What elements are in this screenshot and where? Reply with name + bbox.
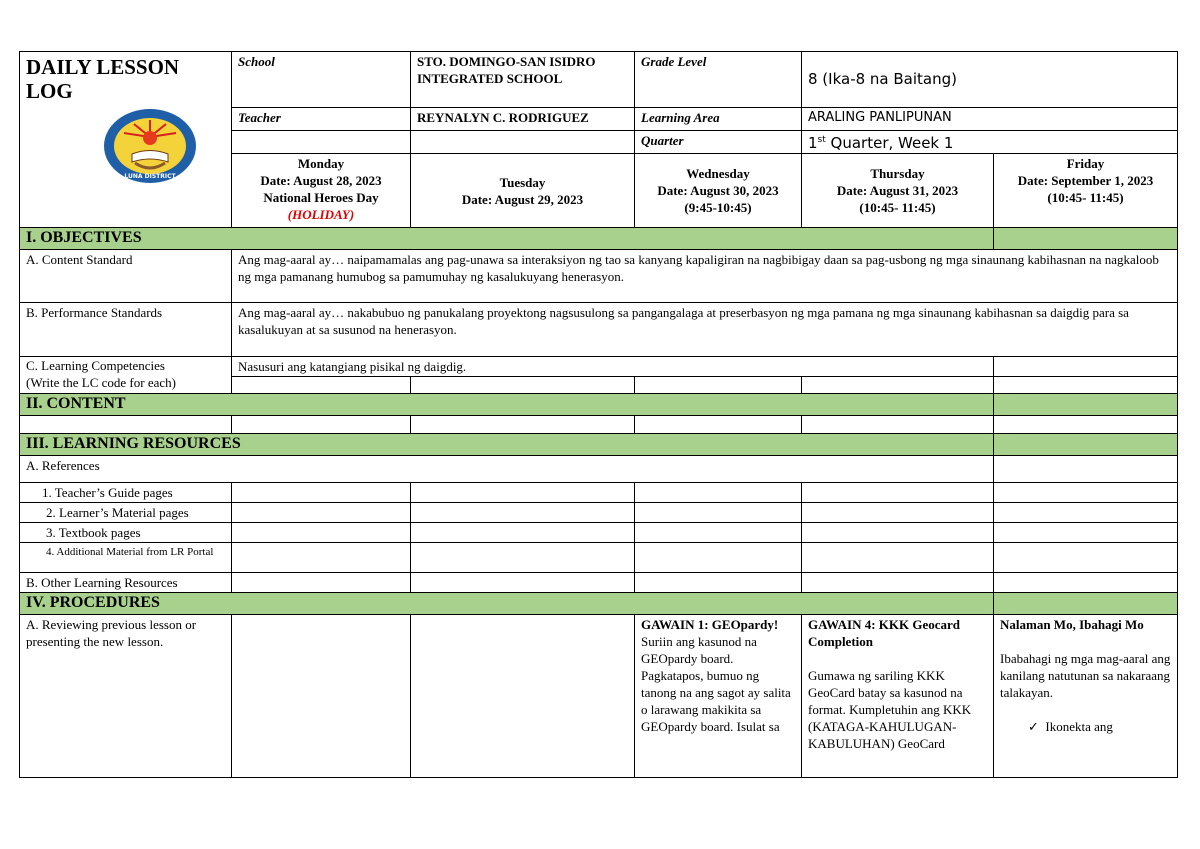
section-procedures-end <box>994 593 1178 615</box>
learning-area-label: Learning Area <box>635 108 802 131</box>
other-resources-label: B. Other Learning Resources <box>20 573 232 593</box>
section-content: II. CONTENT <box>20 394 994 416</box>
section-resources-end <box>994 434 1178 456</box>
school-label: School <box>232 52 411 108</box>
holiday-label: (HOLIDAY) <box>287 207 355 222</box>
check-icon: ✓ <box>1028 719 1039 734</box>
day-friday: Friday Date: September 1, 2023 (10:45- 11:45) <box>994 154 1178 228</box>
section-procedures: IV. PROCEDURES <box>20 593 994 615</box>
title-cell <box>20 52 232 228</box>
day-monday: Monday Date: August 28, 2023 National Heroes Day (HOLIDAY) <box>232 154 411 228</box>
thursday-activity: GAWAIN 4: KKK Geocard Completion Gumawa ng sariling KKK GeoCard batay sa kasunod na format. Kumpletuhin ang KKK (KATAGA-KAHULUGAN-KABULUHAN) GeoCard <box>802 615 994 778</box>
empty-cell <box>411 131 635 154</box>
section-learning-resources: III. LEARNING RESOURCES <box>20 434 994 456</box>
svg-text:LUNA DISTRICT: LUNA DISTRICT <box>124 173 176 180</box>
page-title: DAILY LESSON LOG <box>26 55 180 103</box>
grade-level-label: Grade Level <box>635 52 802 108</box>
performance-standards-label: B. Performance Standards <box>20 303 232 357</box>
wednesday-activity: GAWAIN 1: GEOpardy! Suriin ang kasunod na GEOpardy board. Pagkatapos, bumuo ng tanong na ang sagot ay salita o larawang makikita sa GEOpardy board. Isulat sa <box>635 615 802 778</box>
learning-area-value: ARALING PANLIPUNAN <box>802 108 1178 131</box>
content-standard-text: Ang mag-aaral ay… naipamamalas ang pag-unawa sa interaksiyon ng tao sa kanyang kapaligiran na nagbibigay daan sa pag-usbong ng mga sinaunang kabihasnan na nagkaloob ng mga pamanang humubog sa pamumuhay ng kasalukuyang henerasyon. <box>232 250 1178 303</box>
references-label: A. References <box>20 456 994 483</box>
section-objectives: I. OBJECTIVES <box>20 228 994 250</box>
learners-material-label: 2. Learner’s Material pages <box>20 503 232 523</box>
empty-cell <box>994 357 1178 377</box>
quarter-value: 1st Quarter, Week 1 <box>802 131 1178 154</box>
day-wednesday: Wednesday Date: August 30, 2023 (9:45-10:45) <box>635 154 802 228</box>
reviewing-lesson-label: A. Reviewing previous lesson or presenting the new lesson. <box>20 615 232 778</box>
school-value: STO. DOMINGO-SAN ISIDRO INTEGRATED SCHOOL <box>411 52 635 108</box>
empty-cell <box>411 615 635 778</box>
friday-activity: Nalaman Mo, Ibahagi Mo Ibabahagi ng mga mag-aaral ang kanilang natutunan sa nakaraang talakayan. ✓ Ikonekta ang <box>994 615 1178 778</box>
daily-lesson-log-table <box>19 51 1178 778</box>
grade-level-value: 8 (Ika-8 na Baitang) <box>802 52 1178 108</box>
day-thursday: Thursday Date: August 31, 2023 (10:45- 11:45) <box>802 154 994 228</box>
learning-competencies-text: Nasusuri ang katangiang pisikal ng daigdig. <box>232 357 994 377</box>
quarter-label: Quarter <box>635 131 802 154</box>
empty-cell <box>232 615 411 778</box>
teachers-guide-label: 1. Teacher’s Guide pages <box>20 483 232 503</box>
empty-cell <box>232 131 411 154</box>
day-tuesday: Tuesday Date: August 29, 2023 <box>411 154 635 228</box>
school-logo-icon <box>102 107 198 185</box>
textbook-label: 3. Textbook pages <box>20 523 232 543</box>
teacher-value: REYNALYN C. RODRIGUEZ <box>411 108 635 131</box>
section-content-end <box>994 394 1178 416</box>
additional-material-label: 4. Additional Material from LR Portal <box>20 543 232 573</box>
section-objectives-end <box>994 228 1178 250</box>
content-standard-label: A. Content Standard <box>20 250 232 303</box>
teacher-label: Teacher <box>232 108 411 131</box>
learning-competencies-label: C. Learning Competencies (Write the LC code for each) <box>20 357 232 394</box>
performance-standards-text: Ang mag-aaral ay… nakabubuo ng panukalang proyektong nagsusulong sa pangangalaga at preserbasyon ng mga pamana ng mga sinaunang kabihasnan sa daigdig para sa kasalukuyan at sa susunod na henerasyon. <box>232 303 1178 357</box>
